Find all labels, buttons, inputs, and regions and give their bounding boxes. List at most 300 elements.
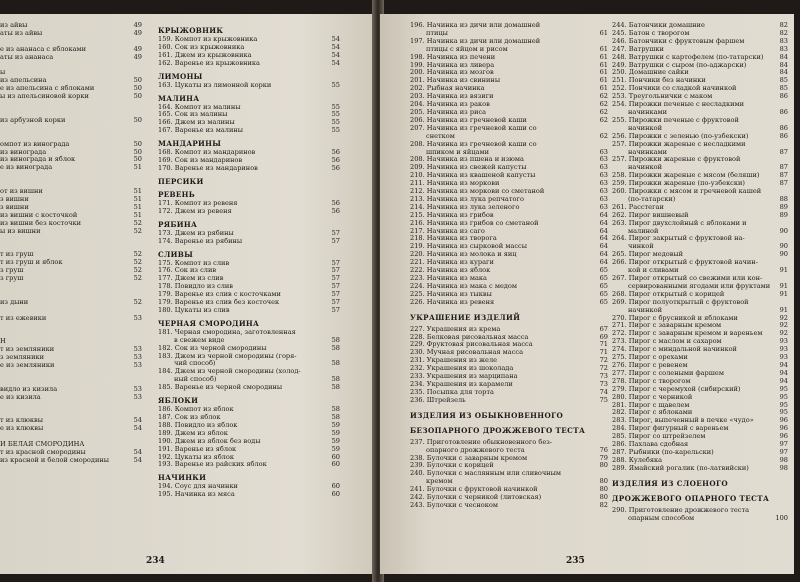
toc-entry-title: 203. Начинка из вязиги	[410, 92, 494, 101]
toc-entry-title: 254. Пирожки печеные с несладкими	[612, 100, 744, 109]
toc-entry	[0, 457, 142, 465]
toc-entry-page: 53	[133, 360, 142, 369]
toc-entry	[158, 208, 340, 216]
toc-entry-page: 61	[599, 44, 608, 53]
toc-entry-title: опарным способом	[628, 513, 695, 522]
toc-entry-title: 161. Джем из крыжовника	[158, 50, 252, 59]
toc-entry-page: 55	[331, 110, 340, 119]
toc-entry-page: 58	[331, 413, 340, 421]
toc-entry-page: 60	[331, 490, 340, 499]
toc-entry-page: 86	[779, 92, 788, 101]
toc-entry-title: з груш	[0, 274, 24, 282]
toc-entry-title: з земляники	[0, 353, 44, 362]
toc-entry-title: 283. Пирог, выпеченный в печке «чудо»	[612, 416, 754, 425]
toc-entry-title: 199. Начинка из ливера	[410, 60, 495, 69]
toc-entry-page: 64	[599, 258, 608, 267]
toc-entry-page: 51	[133, 163, 142, 172]
toc-entry-title: чий способ)	[174, 359, 216, 368]
toc-entry-title: 232. Украшения из шоколада	[410, 364, 514, 373]
toc-entry-page: 61	[599, 28, 608, 37]
toc-entry-title: 277. Пирог с солеными фаршем	[612, 368, 724, 377]
toc-entry-page: 52	[133, 297, 142, 306]
toc-entry-title: 239. Булочки с корицей	[410, 461, 494, 470]
toc-entry-page: 95	[779, 384, 788, 393]
toc-entry-page: 55	[331, 102, 340, 111]
toc-entry-title: птицы с яйцом и рисом	[426, 44, 508, 53]
toc-entry-page: 93	[779, 353, 788, 362]
toc-entry-page: 84	[779, 60, 788, 69]
toc-entry-page: 86	[779, 123, 788, 132]
toc-entry-page: 82	[779, 21, 788, 29]
toc-entry-title: 180. Цукаты из слив	[158, 305, 230, 314]
toc-entry-title: 285. Пирог со штрейзелем	[612, 432, 706, 441]
toc-entry-title: 271. Пирог с заварным кремом	[612, 321, 722, 330]
toc-entry-title: т из груш	[0, 250, 34, 259]
toc-entry-title: 216. Начинка из грибов со сметаной	[410, 218, 539, 227]
toc-entry-title: 204. Начинка из раков	[410, 100, 490, 109]
toc-entry-title: снетком	[426, 131, 455, 140]
toc-entry-title: 233. Украшения из марципана	[410, 372, 518, 381]
toc-entry-page: 63	[599, 202, 608, 211]
toc-entry-title: 191. Варенье из яблок	[158, 444, 237, 453]
toc-entry-title: е из клюквы	[0, 424, 44, 433]
toc-entry-title: 269. Пирог полуоткрытый с фруктовой	[612, 297, 749, 306]
toc-entry-page: 64	[599, 234, 608, 243]
toc-entry-title: з вишни	[0, 202, 29, 211]
toc-entry-title: 196. Начинка из дичи или домашней	[410, 21, 541, 29]
toc-entry-title: ы	[0, 68, 6, 77]
toc-entry-page: 100	[775, 513, 788, 522]
chapter-heading: ДРОЖЖЕВОГО ОПАРНОГО ТЕСТА	[612, 493, 770, 503]
toc-entry-page: 50	[133, 115, 142, 124]
toc-entry-page: 96	[779, 432, 788, 441]
toc-entry-title: т из ежевики	[0, 313, 47, 322]
toc-entry-title: 240. Булочки с маслянным или сливочным	[410, 469, 561, 478]
toc-entry-page: 61	[599, 84, 608, 93]
toc-entry	[0, 117, 142, 125]
toc-entry-page: 57	[331, 228, 340, 237]
toc-entry-page: 87	[779, 179, 788, 188]
toc-entry-page: 49	[133, 44, 142, 53]
toc-entry	[0, 315, 142, 323]
toc-entry	[410, 397, 608, 405]
toc-entry-page: 59	[331, 428, 340, 437]
toc-entry-page: 75	[599, 395, 608, 404]
toc-entry-page: 60	[331, 460, 340, 469]
toc-entry-title: 170. Варенье из мандаринов	[158, 163, 258, 172]
toc-entry-title: 256. Пирожки с зеленью (по-узбекски)	[612, 131, 749, 140]
toc-entry	[0, 402, 142, 410]
toc-entry	[0, 275, 142, 283]
toc-entry-page: 57	[331, 305, 340, 314]
toc-entry-title: 258. Пирожки жареные с мясом (беляши)	[612, 171, 760, 180]
toc-entry-title: 226. Начинка из ревеня	[410, 297, 495, 306]
toc-entry-page: 60	[331, 452, 340, 461]
toc-entry-page: 54	[331, 58, 340, 67]
toc-entry-page: 85	[779, 84, 788, 93]
toc-entry-page: 57	[331, 258, 340, 267]
toc-entry-page: 52	[133, 218, 142, 227]
toc-entry-page: 86	[779, 107, 788, 116]
toc-entry-title: 209. Начинка из свежей капусты	[410, 163, 527, 172]
toc-entry	[0, 125, 142, 133]
toc-entry-title: 164. Компот из малины	[158, 102, 241, 111]
toc-entry-page: 72	[599, 364, 608, 373]
toc-entry-page: 53	[133, 353, 142, 362]
toc-entry-page: 92	[779, 329, 788, 338]
toc-entry-page: 90	[779, 226, 788, 235]
toc-entry-title: 223. Начинка из мака	[410, 274, 487, 282]
toc-entry-title: 228. Белковая рисовальная масса	[410, 332, 529, 341]
toc-entry-title: 242. Булочки с черникой (литовская)	[410, 493, 542, 502]
toc-entry	[0, 362, 142, 370]
toc-entry	[158, 384, 340, 392]
toc-entry-page: 73	[599, 379, 608, 388]
left-page	[0, 14, 376, 574]
toc-entry-page: 65	[599, 297, 608, 306]
toc-entry-title: 264. Пирог закрытый с фруктовой на-	[612, 234, 745, 243]
toc-entry-title: ы из вишни	[0, 226, 41, 235]
toc-entry-title: 224. Начинка из мака с медом	[410, 281, 518, 290]
toc-entry-title: 210. Начинка из квашеной капусты	[410, 171, 536, 180]
toc-entry-page: 52	[133, 250, 142, 259]
toc-entry-page: 96	[779, 424, 788, 433]
toc-entry-page: 53	[133, 384, 142, 393]
toc-entry-title: 281. Пирог с щавелем	[612, 400, 690, 409]
toc-entry-title: 179. Варенье из слив с косточками	[158, 290, 281, 299]
toc-entry-title: 198. Начинка из печени	[410, 52, 496, 61]
toc-entry-title: ы из апельсиновой корки	[0, 92, 89, 101]
toc-entry-page: 56	[331, 148, 340, 157]
toc-entry-page: 57	[331, 274, 340, 283]
toc-entry-title: 270. Пирог с брусникой и яблоками	[612, 313, 738, 322]
toc-entry-title: 217. Начинка из саго	[410, 226, 485, 235]
toc-entry-page: 62	[599, 92, 608, 101]
right-page	[380, 14, 794, 574]
toc-entry-title: 189. Джем из яблок	[158, 428, 228, 437]
toc-entry	[0, 62, 142, 70]
toc-entry-title: из дыни	[0, 297, 29, 306]
toc-entry-page: 59	[331, 420, 340, 429]
toc-entry-page: 64	[599, 210, 608, 219]
toc-entry-title: опарного дрожжевого теста	[426, 445, 525, 454]
toc-entry-title: 225. Начинка из тыквы	[410, 289, 492, 298]
right-col-2	[612, 22, 788, 522]
toc-entry-title: 289. Ямайский рогалик (по-латвийски)	[612, 463, 749, 472]
toc-entry	[0, 394, 142, 402]
toc-entry-title: 184. Джем из черной смородины (холод-	[158, 367, 301, 376]
toc-entry-title: 243. Булочки с чесноком	[410, 500, 498, 509]
toc-entry-page: 95	[779, 400, 788, 409]
toc-entry-page: 84	[779, 68, 788, 77]
section-heading: РЕВЕНЬ	[158, 189, 195, 199]
toc-entry-title: 286. Пахлава сдобная	[612, 440, 689, 449]
toc-entry-page: 59	[331, 436, 340, 445]
toc-entry-title: 182. Сок из черной смородины	[158, 343, 267, 352]
toc-entry-page: 69	[599, 332, 608, 341]
toc-entry-title: 237. Приготовление обыкновенного без-	[410, 437, 553, 446]
toc-entry-title: 192. Цукаты из яблок	[158, 452, 234, 461]
toc-entry-title: 230. Мучная рисовальная масса	[410, 348, 524, 357]
toc-entry-page: 94	[779, 376, 788, 385]
toc-entry-title: 163. Цукаты из лимонной корки	[158, 80, 272, 89]
toc-entry-page: 87	[779, 147, 788, 156]
toc-entry-title: з груш	[0, 266, 24, 275]
toc-entry-page: 55	[331, 126, 340, 135]
toc-entry-title: сервированными ягодами или фруктами	[628, 281, 771, 290]
toc-entry-page: 51	[133, 194, 142, 203]
toc-entry-title: 177. Джем из слив	[158, 274, 224, 283]
chapter-heading: УКРАШЕНИЕ ИЗДЕЛИЙ	[410, 312, 521, 322]
toc-entry-title: 279. Пирог с черемухой (сибирский)	[612, 384, 741, 393]
toc-entry-page: 50	[133, 155, 142, 164]
toc-entry-title: 257. Пирожки жареные с фруктовой	[612, 155, 741, 164]
toc-entry-title: 284. Пирог фигурный с вареньем	[612, 424, 729, 433]
toc-entry-title: е из апельсина с яблоками	[0, 84, 95, 93]
toc-entry-title: 244. Батончики домашние	[612, 21, 705, 29]
toc-entry-title: е из винограда	[0, 163, 53, 172]
toc-entry-page: 63	[599, 171, 608, 180]
toc-entry-page: 83	[779, 36, 788, 45]
toc-entry-title: птицы	[426, 28, 448, 37]
toc-entry-title: 272. Пирог с заварным кремом и вареньем	[612, 329, 763, 338]
toc-entry-page: 76	[599, 445, 608, 454]
toc-entry-page: 65	[599, 266, 608, 275]
toc-entry-title: 251. Пончики без начинки	[612, 76, 706, 85]
toc-entry-title: 174. Варенье из рябины	[158, 236, 243, 245]
toc-entry-title: аты из ананаса	[0, 52, 54, 61]
toc-entry-title: 253. Треугольнички с маком	[612, 92, 713, 101]
toc-entry-title: И БЕЛАЯ СМОРОДИНА	[0, 440, 85, 449]
toc-entry-title: 219. Начинка из сырковой массы	[410, 242, 527, 251]
toc-entry-title: начинкой	[628, 123, 662, 132]
toc-entry-page: 71	[599, 340, 608, 349]
toc-entry-title: из красной и белой смородины	[0, 455, 109, 464]
toc-entry-title: из винограда	[0, 147, 47, 156]
toc-entry-page: 80	[599, 461, 608, 470]
toc-entry-page: 83	[779, 44, 788, 53]
chapter-heading: БЕЗОПАРНОГО ДРОЖЖЕВОГО ТЕСТА	[410, 425, 586, 435]
toc-entry	[0, 101, 142, 109]
toc-entry-title: 172. Джем из ревеня	[158, 206, 232, 215]
toc-entry	[410, 502, 608, 510]
toc-entry	[0, 54, 142, 62]
toc-entry-title: начинкой	[628, 163, 662, 172]
toc-entry	[158, 165, 340, 173]
toc-entry-title: 247. Ватрушки	[612, 44, 664, 53]
toc-entry-title: 213. Начинка из лука репчатого	[410, 194, 524, 203]
toc-entry-page: 97	[779, 447, 788, 456]
toc-entry-title: 187. Сок из яблок	[158, 413, 221, 421]
toc-entry-title: 246. Батончики с фруктовым фаршем	[612, 36, 745, 45]
toc-entry-title: е из ананаса с яблоками	[0, 44, 87, 53]
section-heading: ЧЕРНАЯ СМОРОДИНА	[158, 318, 260, 328]
toc-entry-title: 290. Приготовление дрожжевого теста	[612, 505, 750, 514]
toc-entry-page: 64	[599, 218, 608, 227]
toc-entry-page: 91	[779, 305, 788, 314]
toc-entry-title: видло из кизила	[0, 384, 58, 393]
chapter-heading: ИЗДЕЛИЯ ИЗ СЛОЕНОГО	[612, 478, 728, 488]
toc-entry-page: 63	[599, 155, 608, 164]
toc-entry-page: 49	[133, 52, 142, 61]
toc-entry-title: из апельсина	[0, 76, 47, 85]
toc-entry-page: 61	[599, 60, 608, 69]
toc-entry-page: 80	[599, 493, 608, 502]
toc-entry-page: 97	[779, 440, 788, 449]
left-col-2	[158, 22, 340, 499]
toc-entry	[0, 370, 142, 378]
toc-entry-page: 51	[133, 202, 142, 211]
toc-entry-page: 49	[133, 28, 142, 37]
toc-entry-page: 57	[331, 266, 340, 275]
toc-entry-page: 50	[133, 139, 142, 148]
toc-entry-page: 74	[599, 387, 608, 396]
toc-entry-page: 51	[133, 210, 142, 219]
toc-entry-page: 79	[599, 453, 608, 462]
toc-entry-page: 52	[133, 226, 142, 235]
page-number-left: 234	[146, 556, 165, 566]
toc-entry-title: 266. Пирог открытый с фруктовой начин-	[612, 258, 758, 267]
toc-entry-title: 248. Ватрушки с картофелем (по-татарски)	[612, 52, 764, 61]
toc-entry-page: 86	[779, 131, 788, 140]
toc-entry-title: т из груш и яблок	[0, 258, 63, 267]
toc-entry-page: 80	[599, 477, 608, 486]
toc-entry	[0, 330, 142, 338]
toc-entry-page: 98	[779, 455, 788, 464]
toc-entry-title: 193. Варенье из райских яблок	[158, 460, 267, 469]
toc-entry-title: 214. Начинка из лука зеленого	[410, 202, 520, 211]
toc-entry	[0, 164, 142, 172]
toc-entry-page: 89	[779, 210, 788, 219]
toc-entry	[0, 299, 142, 307]
section-heading: МАЛИНА	[158, 93, 200, 103]
toc-entry-page: 95	[779, 392, 788, 401]
toc-entry-page: 63	[599, 179, 608, 188]
toc-entry	[0, 172, 142, 180]
toc-entry-page: 55	[331, 80, 340, 89]
toc-entry-page: 62	[599, 107, 608, 116]
toc-entry-page: 94	[779, 368, 788, 377]
toc-entry	[0, 93, 142, 101]
toc-entry-title: 220. Начинка из молока и яиц	[410, 250, 517, 259]
toc-entry-title: 181. Черная смородина, заготовленная	[158, 327, 296, 336]
toc-entry-page: 58	[331, 383, 340, 392]
toc-entry-title: 188. Повидло из яблок	[158, 420, 238, 429]
toc-entry-title: 195. Начинка из мяса	[158, 490, 235, 499]
toc-entry-title: 245. Батон с творогом	[612, 28, 690, 37]
toc-entry-title: 234. Украшения из карамели	[410, 379, 513, 388]
toc-entry-page: 53	[133, 345, 142, 354]
toc-entry-page: 64	[599, 250, 608, 259]
toc-entry-page: 63	[599, 147, 608, 156]
toc-entry-title: 263. Пирог двухслойный с яблоками и	[612, 218, 747, 227]
toc-entry-title: 200. Начинка из мозгов	[410, 68, 494, 77]
toc-entry-page: 82	[599, 500, 608, 509]
toc-entry	[0, 425, 142, 433]
toc-entry-title: 205. Начинка из риса	[410, 107, 487, 116]
chapter-heading: ИЗДЕЛИЯ ИЗ ОБЫКНОВЕННОГО	[410, 410, 564, 420]
toc-entry-title: 257. Пирожки жареные с несладкими	[612, 139, 746, 148]
toc-entry-title: 250. Домашние сайки	[612, 68, 689, 77]
toc-entry-title: 186. Компот из яблок	[158, 405, 234, 414]
toc-entry-title: 173. Джем из рябины	[158, 228, 234, 237]
toc-entry-page: 58	[331, 343, 340, 352]
toc-entry-title: 171. Компот из ревеня	[158, 198, 238, 207]
toc-entry-title: 274. Пирог с миндальной начинкой	[612, 345, 737, 354]
toc-entry-title: 227. Украшения из крема	[410, 324, 501, 333]
toc-entry-title: из вишни с косточкой	[0, 210, 78, 219]
toc-entry-page: 50	[133, 147, 142, 156]
toc-entry-page: 91	[779, 266, 788, 275]
toc-entry-page: 53	[133, 392, 142, 401]
toc-entry	[0, 322, 142, 330]
toc-entry-page: 65	[599, 281, 608, 290]
toc-entry-title: начинками	[628, 107, 668, 116]
toc-entry-title: 212. Начинка из моркови со сметаной	[410, 187, 545, 196]
toc-entry-title: 176. Сок из слив	[158, 266, 217, 275]
toc-entry-page: 87	[779, 163, 788, 172]
toc-entry-title: 222. Начинка из яблок	[410, 266, 491, 275]
toc-entry-page: 56	[331, 156, 340, 165]
toc-entry-title: 178. Повидло из слив	[158, 282, 233, 291]
toc-entry	[0, 283, 142, 291]
toc-entry-title: 249. Ватрушки с сыром (по-аджарски)	[612, 60, 747, 69]
toc-entry-page: 57	[331, 290, 340, 299]
toc-entry	[158, 60, 340, 68]
toc-entry-title: из винограда и яблок	[0, 155, 76, 164]
toc-entry-page: 72	[599, 356, 608, 365]
toc-entry-title: 221. Начинка из кураги	[410, 258, 494, 267]
toc-entry-page: 93	[779, 345, 788, 354]
toc-entry-page: 63	[599, 187, 608, 196]
toc-entry-page: 62	[599, 100, 608, 109]
toc-entry-title: 202. Рыбная начинка	[410, 84, 485, 93]
toc-entry-title: 175. Компот из слив	[158, 258, 230, 267]
toc-entry-title: кремом	[426, 477, 453, 486]
toc-entry-title: 280. Пирог с черникой	[612, 392, 693, 401]
toc-entry	[158, 127, 340, 135]
toc-entry-title: т из красной смородины	[0, 447, 86, 456]
toc-entry-page: 53	[133, 313, 142, 322]
toc-entry-page: 84	[779, 52, 788, 61]
toc-entry-title: аты из айвы	[0, 28, 43, 37]
toc-entry-page: 51	[133, 187, 142, 196]
toc-entry-title: 238. Булочки с заварным кремом	[410, 453, 528, 462]
toc-entry-title: 194. Соус для начинки	[158, 482, 238, 491]
toc-entry-title: т из клюквы	[0, 416, 43, 425]
toc-entry-page: 54	[331, 35, 340, 43]
toc-entry-title: 165. Сок из малины	[158, 110, 228, 119]
toc-entry-title: 259. Пирожки жареные (по-узбекски)	[612, 179, 745, 188]
toc-entry-page: 50	[133, 76, 142, 85]
section-heading: ЯБЛОКИ	[158, 396, 199, 406]
toc-entry-title: 215. Начинка из грибов	[410, 210, 494, 219]
toc-entry-title: кой и сливами	[628, 266, 679, 275]
toc-entry-title: 261. Расстегаи	[612, 202, 664, 211]
toc-entry-title: 231. Украшения из желе	[410, 356, 498, 365]
toc-entry-page: 95	[779, 408, 788, 417]
toc-entry-title: 275. Пирог с орехами	[612, 353, 688, 362]
toc-entry-title: начинкой	[628, 305, 662, 314]
section-heading: НАЧИНКИ	[158, 473, 207, 483]
toc-entry-title: 235. Посыпка для торта	[410, 387, 494, 396]
toc-entry-title: 211. Начинка из моркови	[410, 179, 500, 188]
toc-entry-page: 54	[331, 42, 340, 51]
toc-entry-title: 273. Пирог с маслом и сахаром	[612, 337, 722, 346]
toc-entry-title: 206. Начинка из гречневой каши	[410, 115, 527, 124]
toc-entry-page: 88	[779, 194, 788, 203]
toc-entry-title: 207. Начинка из гречневой каши со	[410, 123, 537, 132]
